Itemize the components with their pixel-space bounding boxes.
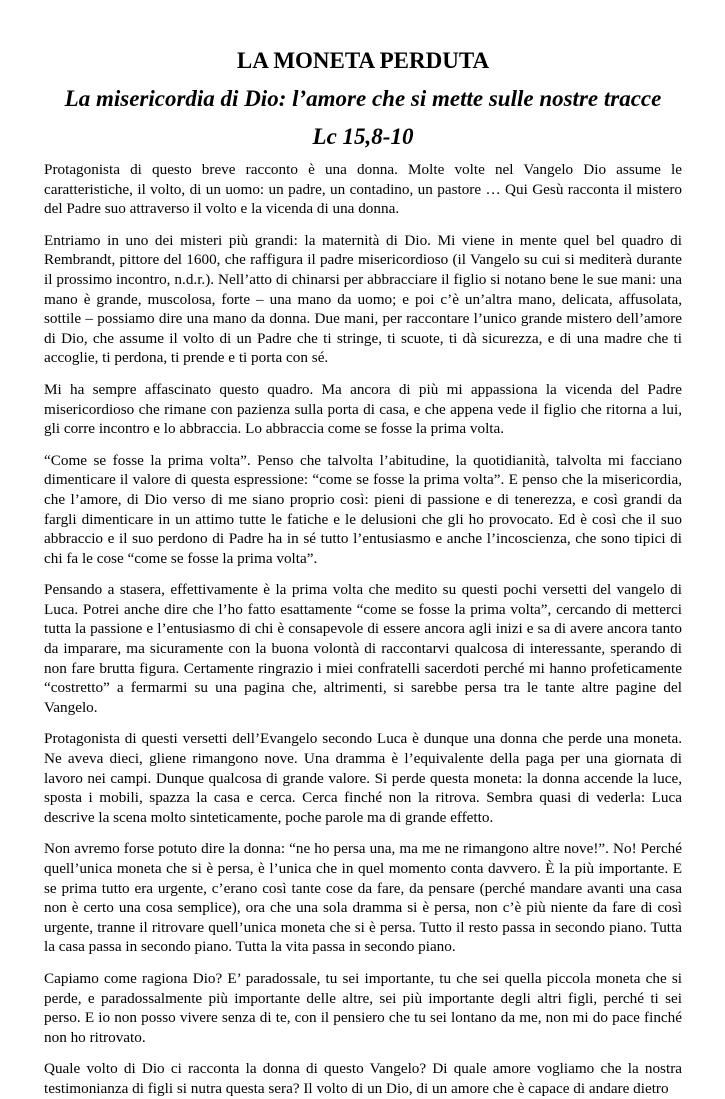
paragraph: Quale volto di Dio ci racconta la donna di questo Vangelo? Di quale amore vogliamo che la nostra testimonianza di figli si nutra questa sera? Il volto di un Dio, di un amore che è capace di andare dietro [44,1060,682,1097]
paragraph: Protagonista di questo breve racconto è una donna. Molte volte nel Vangelo Dio assume le caratteristiche, il volto, di un uomo: un padre, un contadino, un pastore … Qui Gesù racconta il mistero del Padre suo attraverso il volto e la vicenda di una donna. [44,161,682,218]
paragraph: Pensando a stasera, effettivamente è la prima volta che medito su questi pochi versetti del vangelo di Luca. Potrei anche dire che l’ho fatto esattamente “come se fosse la prima volta”, cercando di metterci tutta la passione e l’entusiasmo di chi è consapevole di essere ancora agli inizi e sa di avere ancora tanto da imparare, ma sicuramente con la buona volontà di raccontarvi qualcosa di interessante, sperando di non fare brutta figura. Certamente ringrazio i miei confratelli sacerdoti perché mi hanno profeticamente “costretto” a fermarmi su una pagina che, altrimenti, si sarebbe persa tra le tante altre pagine del Vangelo. [44,581,682,716]
document-page [44,36,682,1099]
paragraph: Non avremo forse potuto dire la donna: “ne ho persa una, ma me ne rimangono altre nove!”. No! Perché quell’unica moneta che si è persa, è l’unica che in quel momento conta davvero. È la più importante. E se prima tutto era urgente, c’erano così tante cose da fare, da pensare (perché mandare avanti una casa non è certo una cosa semplice), ora che una sola dramma si è persa, non c’è più niente da fare di così urgente, tranne il ritrovare quell’unica moneta che si è persa. Tutto il resto passa in secondo piano. Tutta la casa passa in secondo piano. Tutta la vita passa in secondo piano. [44,840,682,956]
document-subtitle: La misericordia di Dio: l’amore che si mette sulle nostre tracce [64,86,662,111]
paragraph: “Come se fosse la prima volta”. Penso che talvolta l’abitudine, la quotidianità, talvolta mi facciano dimenticare il valore di questa espressione: “come se fosse la prima volta”. E penso che la misericordia, che l’amore, di Dio verso di me siano proprio così: pieni di passione e di tenerezza, e così grandi da fargli dimenticare in un attimo tutte le fatiche e le delusioni che gli ho provocato. Ed è così che il suo abbraccio e il suo perdono di Padre ha in sé tutto l’entusiasmo e anche l’incoscienza, che sono tipici di chi fa le cose “come se fosse la prima volta”. [44,451,682,567]
paragraph: Mi ha sempre affascinato questo quadro. Ma ancora di più mi appassiona la vicenda del Padre misericordioso che rimane con pazienza sulla porta di casa, e che appena vede il figlio che ritorna a lui, gli corre incontro e lo abbraccia. Lo abbraccia come se fosse la prima volta. [44,380,682,438]
paragraph: Capiamo come ragiona Dio? E’ paradossale, tu sei importante, tu che sei quella piccola moneta che si perde, e paradossalmente più importante delle altre, sei più importante degli altri figli, perché ti sei perso. E io non posso vivere senza di te, con il pensiero che tu sei lontano da me, non mi do pace finché non ho ritrovato. [44,969,682,1046]
document-title: LA MONETA PERDUTA [236,48,490,73]
gospel-reference: Lc 15,8-10 [312,124,414,149]
paragraph: Entriamo in uno dei misteri più grandi: la maternità di Dio. Mi viene in mente quel bel quadro di Rembrandt, pittore del 1600, che raffigura il padre misericordioso (il Vangelo su cui si mediterà durante il prossimo incontro, n.d.r.). Nell’atto di chinarsi per abbracciare il figlio si notano bene le sue mani: una mano è grande, muscolosa, forte – una mano da uomo; e poi c’è un’altra mano, delicata, affusolata, sottile – possiamo dire una mano da donna. Due mani, per raccontare l’unico grande mistero dell’amore di Dio, che assume il volto di un Padre che ti stringe, ti scuote, ti dà sicurezza, e di una madre che ti accoglie, ti perdona, ti prende e ti porta con sé. [44,231,682,367]
paragraph: Protagonista di questi versetti dell’Evangelo secondo Luca è dunque una donna che perde una moneta. Ne aveva dieci, gliene rimangono nove. Una dramma è l’equivalente della paga per una giornata di lavoro nei campi. Dunque qualcosa di grande valore. Si perde questa moneta: la donna accende la luce, sposta i mobili, spazza la casa e cerca. Cerca finché non la ritrova. Sembra quasi di vederla: Luca descrive la scena molto sinteticamente, poche parole ma di grande effetto. [44,730,682,826]
